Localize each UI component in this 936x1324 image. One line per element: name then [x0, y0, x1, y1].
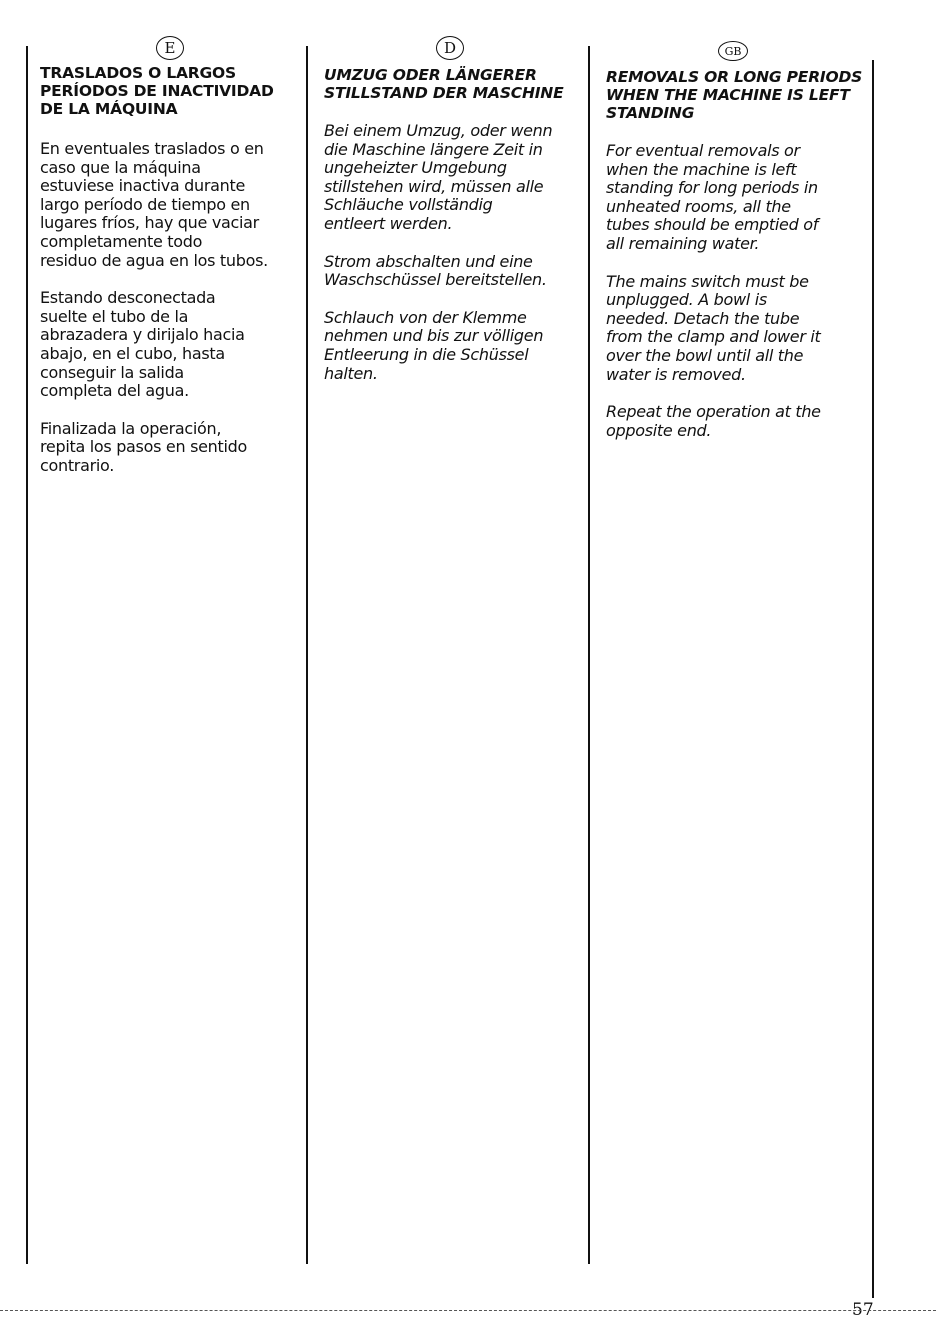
column-german — [324, 66, 586, 383]
section-title-de: UMZUG ODER LÄNGERER STILLSTAND DER MASCHINE — [324, 66, 564, 102]
paragraph-gb-3: Repeat the operation at the opposite end. — [606, 402, 821, 440]
page-number: 57 — [852, 1300, 874, 1320]
column-english — [606, 68, 870, 440]
column-spanish — [40, 64, 302, 476]
paragraph-gb-2: The mains switch must be unplugged. A bowl is needed. Detach the tube from the clamp and lower it over the bowl until all the water is removed. — [606, 271, 821, 384]
paragraph-es-2: Estando desconectada suelte el tubo de la abrazadera y dirijalo hacia abajo, en el cubo, hasta conseguir la salida completa del agua. — [40, 288, 245, 401]
paragraph-es-1: En eventuales traslados o en caso que la máquina estuviese inactiva durante largo período de tiempo en lugares fríos, hay que vaciar completamente todo residuo de agua en los tubos. — [40, 139, 268, 270]
language-badge-de: D — [436, 36, 464, 60]
column-rule-middle-left — [306, 46, 308, 1264]
paragraph-de-2: Strom abschalten und eine Waschschüssel bereitstellen. — [324, 251, 547, 290]
section-title-es: TRASLADOS O LARGOS PERÍODOS DE INACTIVIDAD DE LA MÁQUINA — [40, 64, 274, 118]
column-rule-left — [26, 46, 28, 1264]
language-badge-gb: GB — [718, 41, 748, 61]
paragraph-es-3: Finalizada la operación, repita los pasos en sentido contrario. — [40, 418, 247, 475]
column-rule-right — [872, 60, 874, 1298]
language-badge-es: E — [156, 36, 184, 60]
column-rule-middle-right — [588, 46, 590, 1264]
paragraph-de-1: Bei einem Umzug, oder wenn die Maschine längere Zeit in ungeheizter Umgebung stillstehen wird, müssen alle Schläuche vollständig entleert werden. — [324, 121, 553, 233]
section-title-gb: REMOVALS OR LONG PERIODS WHEN THE MACHINE IS LEFT STANDING — [606, 68, 863, 122]
paragraph-gb-1: For eventual removals or when the machine is left standing for long periods in unheated rooms, all the tubes should be emptied of all remaining water. — [606, 141, 819, 253]
bottom-rule — [0, 1310, 936, 1311]
paragraph-de-3: Schlauch von der Klemme nehmen und bis zur völligen Entleerung in die Schüssel halten. — [324, 307, 544, 383]
